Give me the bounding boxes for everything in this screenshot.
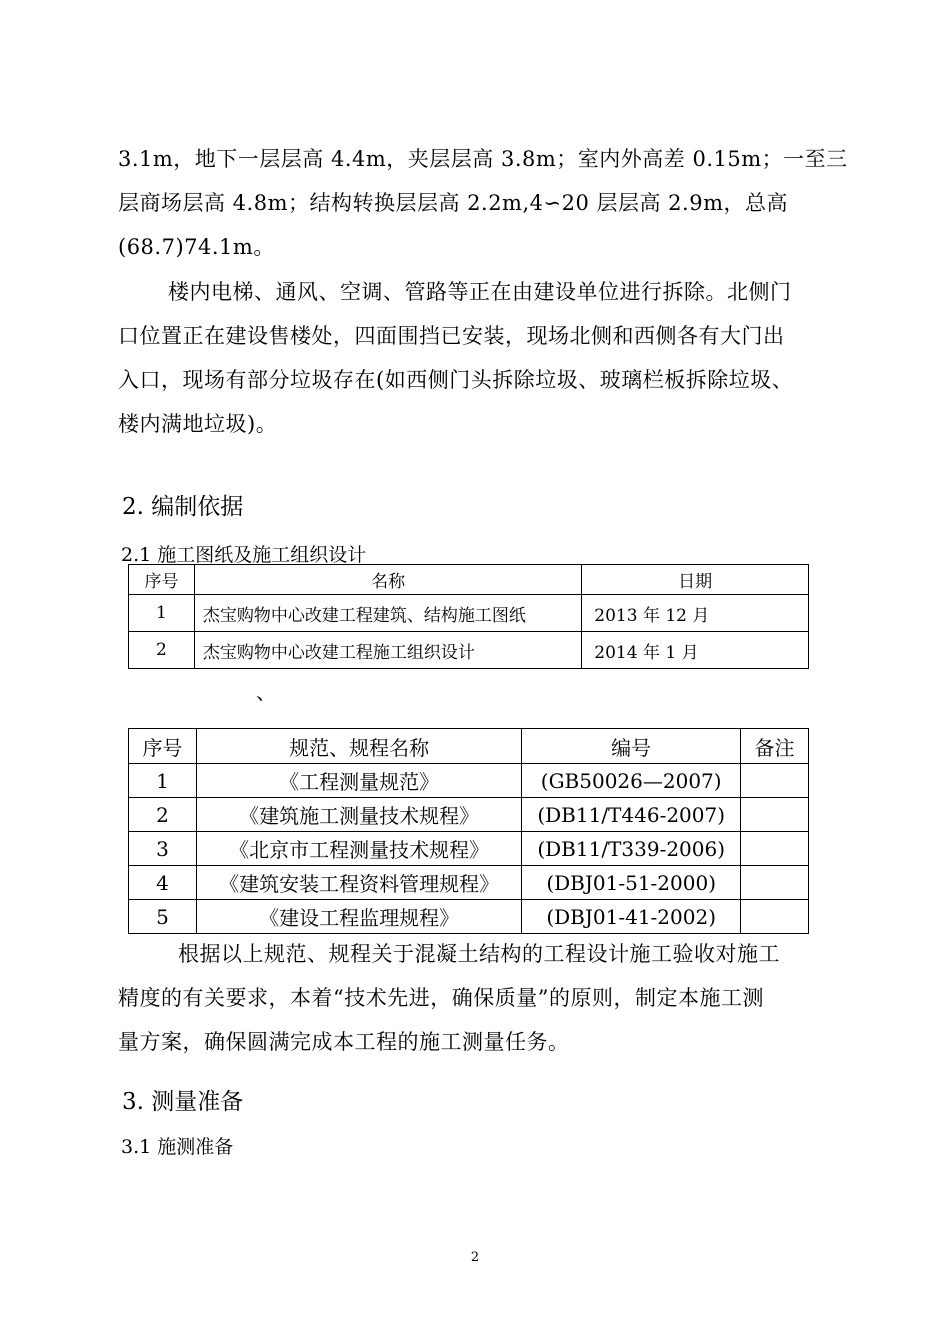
table-cell: 《建筑安装工程资料管理规程》 — [196, 866, 521, 900]
para3-line-1: 根据以上规范、规程关于混凝土结构的工程设计施工验收对施工 — [178, 942, 780, 966]
table-cell: 杰宝购物中心改建工程建筑、结构施工图纸 — [194, 595, 581, 632]
table-cell: 《建筑施工测量技术规程》 — [196, 798, 521, 832]
table-header-cell: 序号 — [129, 729, 197, 764]
table-cell: (DBJ01-41-2002) — [522, 900, 741, 934]
table-cell: 《北京市工程测量技术规程》 — [196, 832, 521, 866]
table-cell: (DB11/T446-2007) — [522, 798, 741, 832]
table-cell: (DB11/T339-2006) — [522, 832, 741, 866]
standards-table — [128, 728, 809, 934]
table-cell — [741, 798, 809, 832]
table-row — [129, 764, 809, 798]
para2-line-4: 楼内满地垃圾)。 — [118, 412, 278, 436]
section2-title: 2. 编制依据 — [122, 494, 244, 520]
section3-title: 3. 测量准备 — [122, 1089, 244, 1115]
table-cell — [741, 764, 809, 798]
table-row — [129, 595, 809, 632]
table-row — [129, 832, 809, 866]
section3-sub1: 3.1 施测准备 — [121, 1136, 234, 1158]
table-cell: 5 — [129, 900, 197, 934]
para2-line-2: 口位置正在建设售楼处，四面围挡已安装，现场北侧和西侧各有大门出 — [118, 324, 785, 348]
table-cell: 1 — [129, 595, 195, 632]
table-cell — [741, 900, 809, 934]
table-row — [129, 866, 809, 900]
table-cell: 1 — [129, 764, 197, 798]
table-cell: 2 — [129, 632, 195, 669]
para3-line-2: 精度的有关要求，本着“技术先进，确保质量”的原则，制定本施工测 — [118, 986, 764, 1010]
table-cell: (DBJ01-51-2000) — [522, 866, 741, 900]
table-header-cell: 序号 — [129, 565, 195, 595]
table-cell: 2013 年 12 月 — [582, 595, 809, 632]
para1-line-2: 层商场层高 4.8m；结构转换层层高 2.2m,4∽20 层层高 2.9m，总高 — [118, 191, 788, 215]
table-cell: 《工程测量规范》 — [196, 764, 521, 798]
table-cell — [741, 832, 809, 866]
table-row — [129, 798, 809, 832]
drawings-table — [128, 564, 809, 669]
table-cell: 杰宝购物中心改建工程施工组织设计 — [194, 632, 581, 669]
table-row — [129, 900, 809, 934]
table-header-cell: 规范、规程名称 — [196, 729, 521, 764]
stray-mark: 、 — [256, 680, 276, 704]
table-cell: 《建设工程监理规程》 — [196, 900, 521, 934]
table-cell: 2014 年 1 月 — [582, 632, 809, 669]
page-number: 2 — [470, 1250, 480, 1265]
table-header-row — [129, 729, 809, 764]
table-cell: (GB50026—2007) — [522, 764, 741, 798]
para2-line-3: 入口，现场有部分垃圾存在(如西侧门头拆除垃圾、玻璃栏板拆除垃圾、 — [118, 368, 794, 392]
para1-line-1: 3.1m，地下一层层高 4.4m，夹层层高 3.8m；室内外高差 0.15m；一至三 — [118, 147, 848, 171]
table-cell: 3 — [129, 832, 197, 866]
table-header-cell: 日期 — [582, 565, 809, 595]
table-cell: 2 — [129, 798, 197, 832]
section2-sub1: 2.1 施工图纸及施工组织设计 — [121, 544, 367, 566]
table-cell — [741, 866, 809, 900]
table-cell: 4 — [129, 866, 197, 900]
para2-line-1: 楼内电梯、通风、空调、管路等正在由建设单位进行拆除。北侧门 — [168, 280, 792, 304]
para3-line-3: 量方案，确保圆满完成本工程的施工测量任务。 — [118, 1030, 570, 1054]
table-header-cell: 备注 — [741, 729, 809, 764]
para1-line-3: (68.7)74.1m。 — [118, 235, 275, 259]
table-header-row — [129, 565, 809, 595]
table-header-cell: 编号 — [522, 729, 741, 764]
table-row — [129, 632, 809, 669]
table-header-cell: 名称 — [194, 565, 581, 595]
